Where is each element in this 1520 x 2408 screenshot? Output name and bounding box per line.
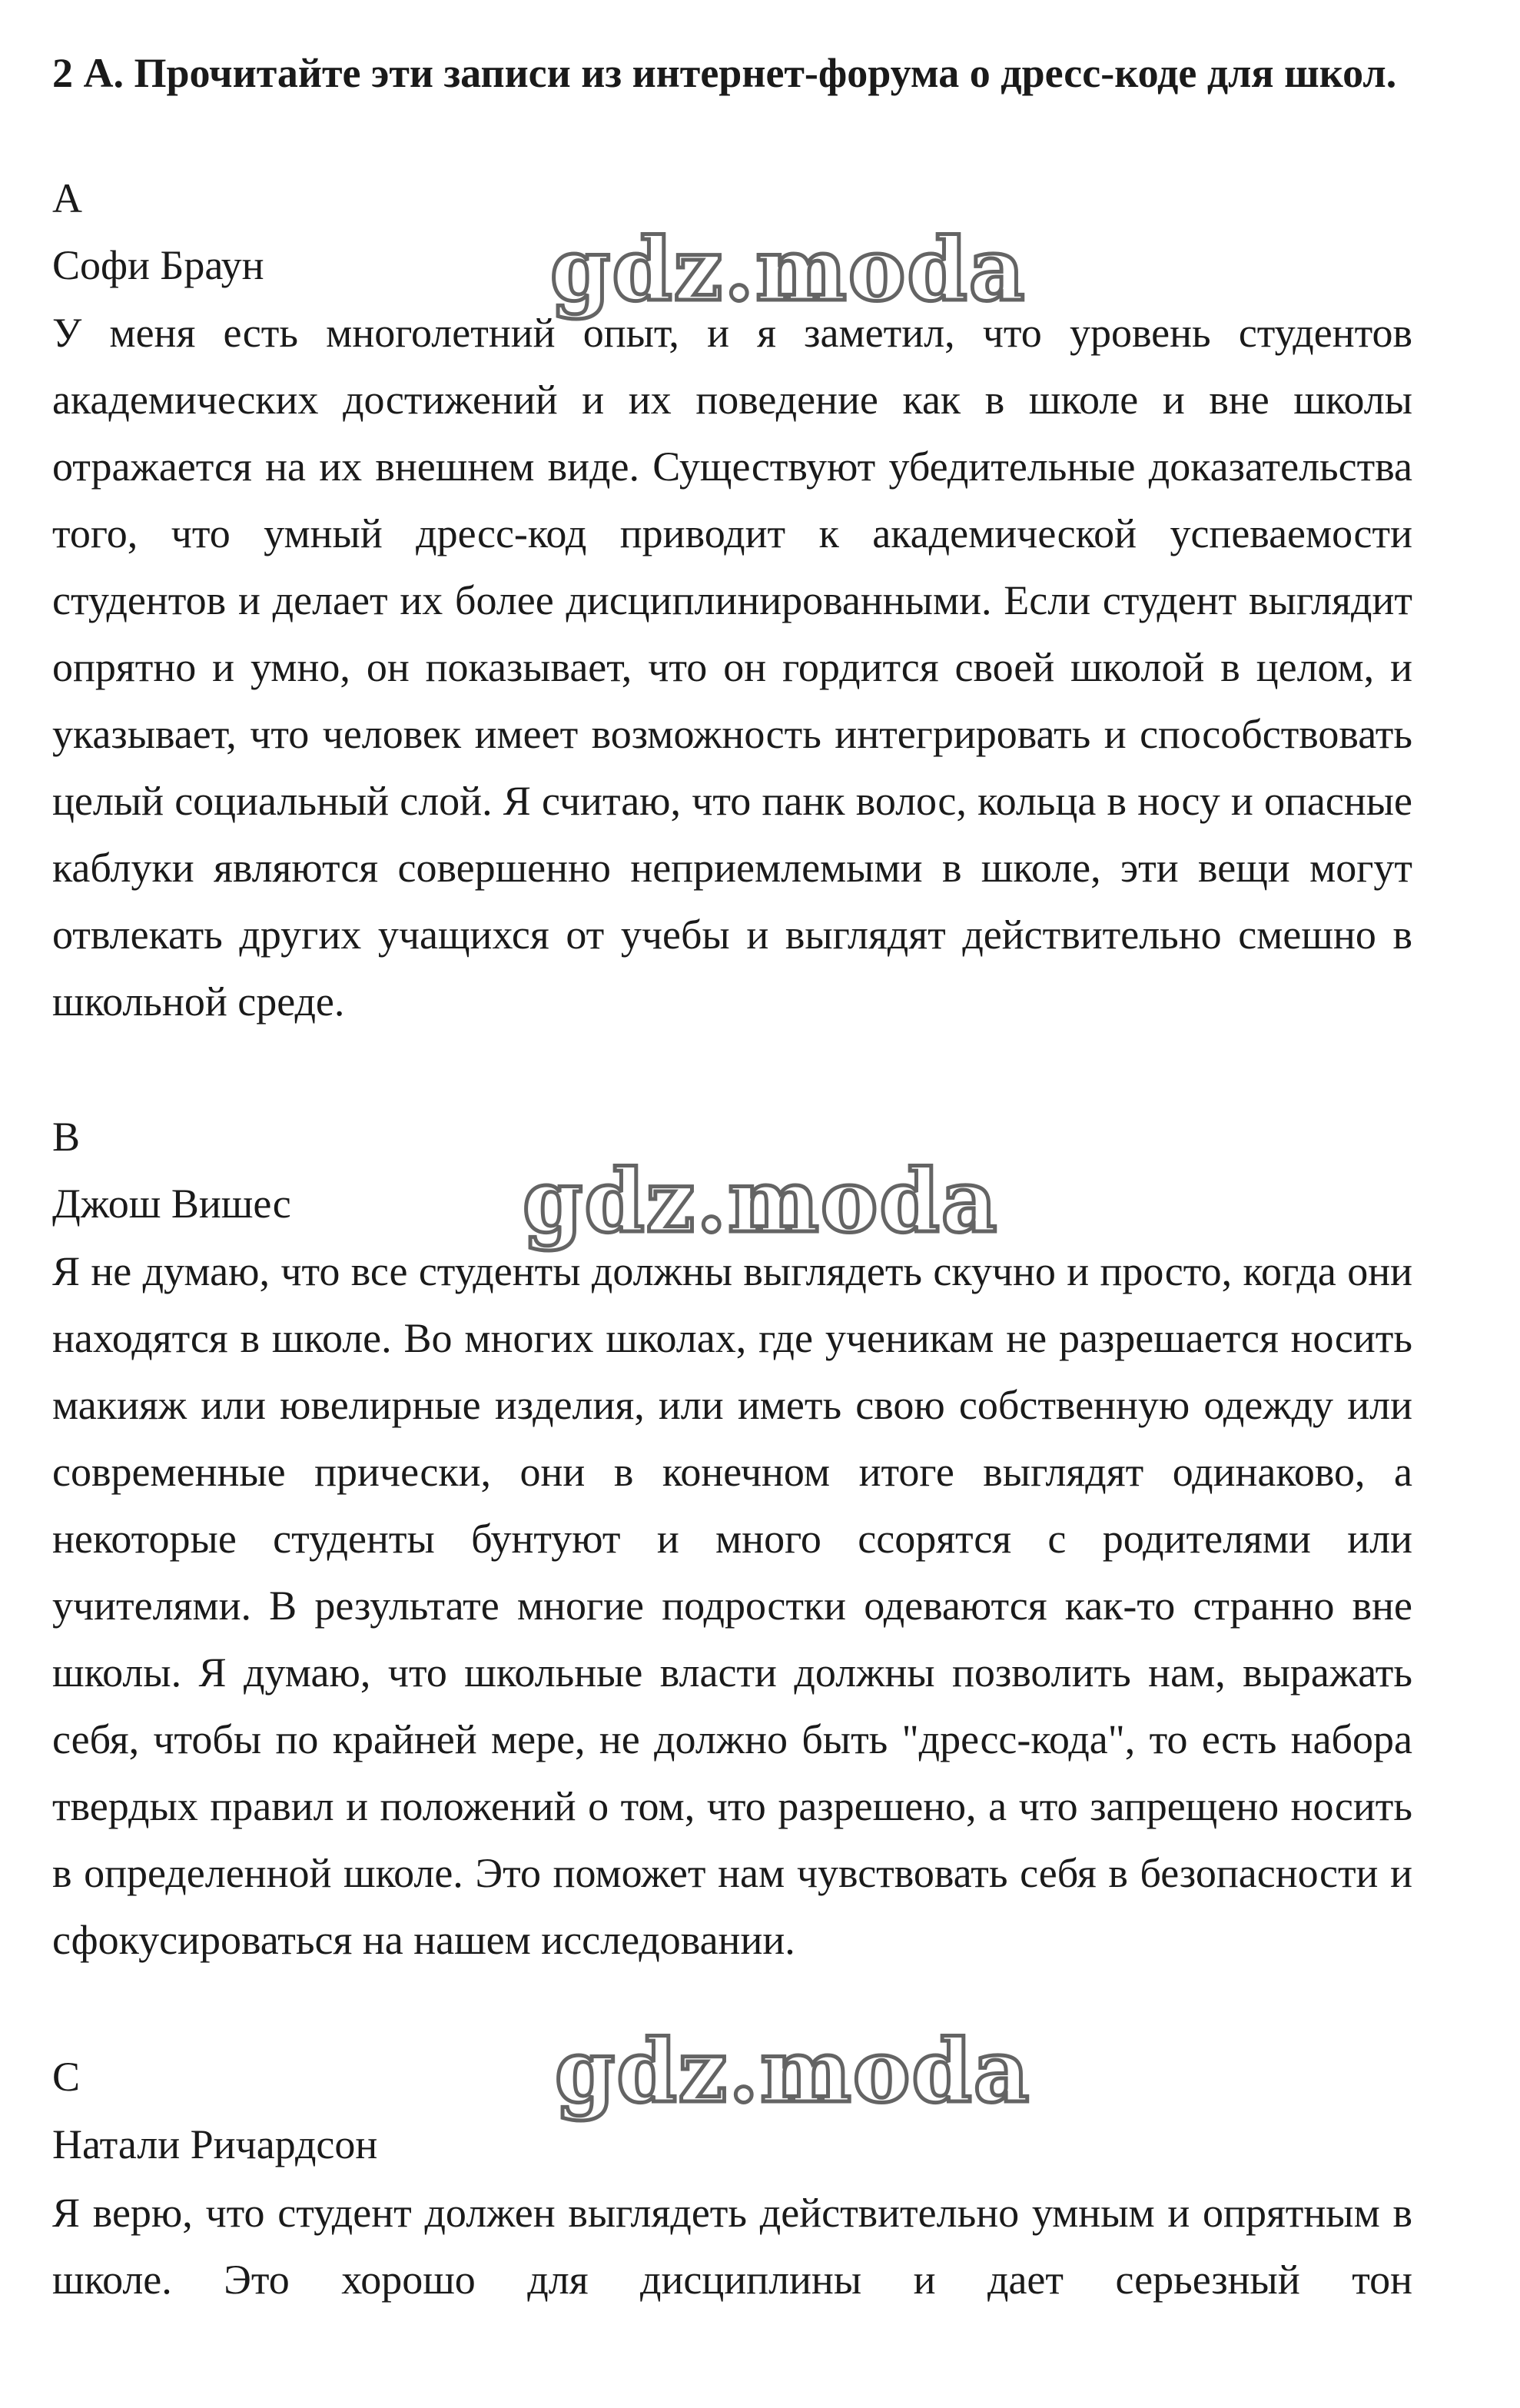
task-heading: 2 А. Прочитайте эти записи из интернет-форума о дресс-коде для школ. bbox=[52, 50, 1397, 96]
post-a-text: У меня есть многолетний опыт, и я заметил, что уровень студентов академических достижений и их поведение как в школе и вне школы отражается на их внешнем виде. Существуют убедительные доказательства того, что умный дресс-код приводит к академической успеваемости студентов и делает их более дисциплинированными. Если студент выглядит опрятно и умно, он показывает, что он гордится своей школой в целом, и указывает, что человек имеет возможность интегрировать и способствовать целый социальный слой. Я считаю, что панк волос, кольца в носу и опасные каблуки являются совершенно неприемлемыми в школе, эти вещи могут отвлекать других учащихся от учебы и выглядят действительно смешно в школьной среде. bbox=[52, 310, 1412, 1025]
post-c-author: Натали Ричардсон bbox=[52, 2121, 378, 2167]
watermark-logo: gdz.moda bbox=[523, 1151, 999, 1252]
post-b-letter: B bbox=[52, 1114, 81, 1160]
post-a-author: Софи Браун bbox=[52, 242, 264, 288]
post-b-author: Джош Вишес bbox=[52, 1181, 291, 1227]
post-a-letter: А bbox=[52, 175, 82, 221]
post-c-text: Я верю, что студент должен выглядеть действительно умным и опрятным в школе. Это хорошо для дисциплины и дает серьезный тон bbox=[52, 2190, 1412, 2303]
post-c-letter: C bbox=[52, 2054, 81, 2100]
watermark-logo: gdz.moda bbox=[555, 2021, 1031, 2122]
post-b-text: Я не думаю, что все студенты должны выглядеть скучно и просто, когда они находятся в школе. Во многих школах, где ученикам не разрешается носить макияж или ювелирные изделия, или иметь свою собственную одежду или современные прически, они в конечном итоге выглядят одинаково, а некоторые студенты бунтуют и много ссорятся с родителями или учителями. В результате многие подростки одеваются как-то странно вне школы. Я думаю, что школьные власти должны позволить нам, выражать себя, чтобы по крайней мере, не должно быть "дресс-кода", то есть набора твердых правил и положений о том, что разрешено, а что запрещено носить в определенной школе. Это поможет нам чувствовать себя в безопасности и сфокусироваться на нашем исследовании. bbox=[52, 1248, 1412, 1963]
watermark-logo: gdz.moda bbox=[550, 220, 1027, 321]
